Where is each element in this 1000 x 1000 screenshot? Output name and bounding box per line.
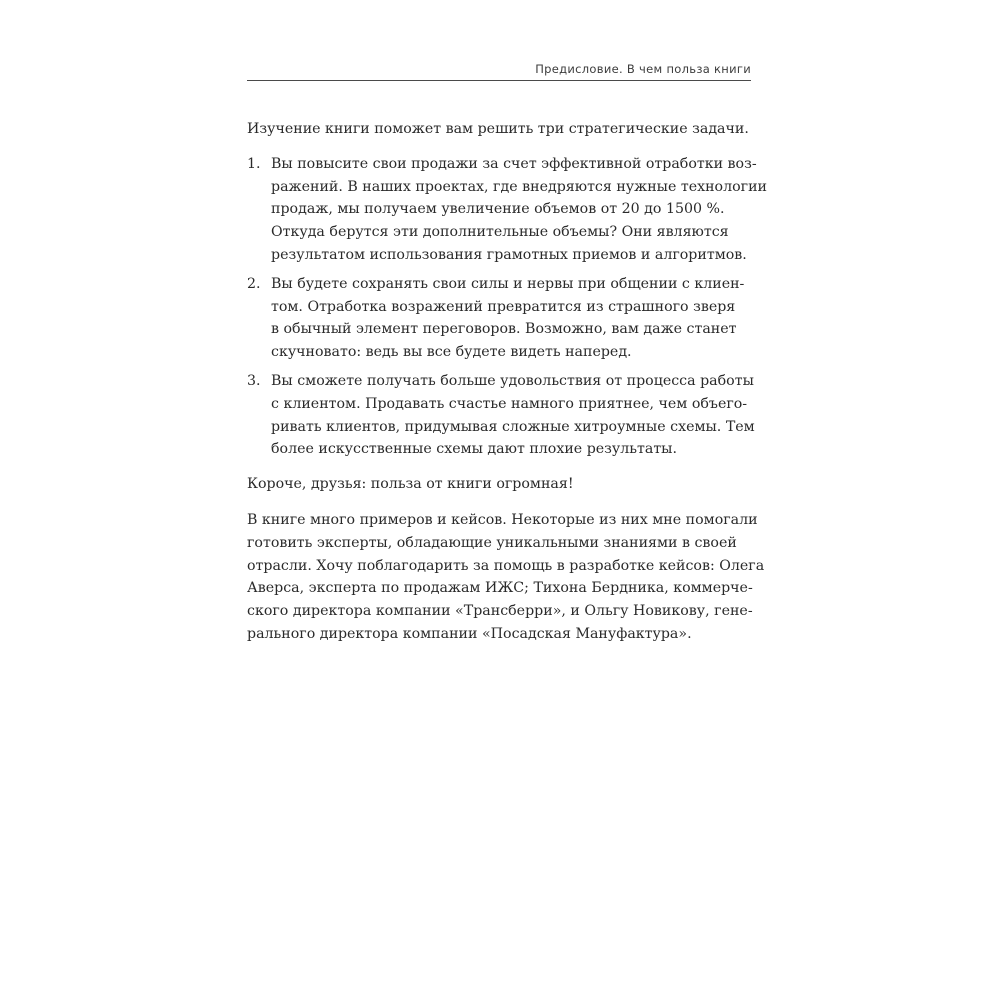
list-item-line: Вы сможете получать больше удовольствия от процесса работы: [271, 372, 754, 389]
list-item: [247, 370, 757, 461]
list-item-line: Вы повысите свои продажи за счет эффективной отработки воз-: [271, 155, 757, 172]
list-item-line: продаж, мы получаем увеличение объемов от 20 до 1500 %.: [271, 201, 725, 218]
intro-paragraph: Изучение книги поможет вам решить три стратегические задачи.: [247, 121, 749, 137]
list-item-number: 1.: [247, 155, 261, 172]
list-item-line: ривать клиентов, придумывая сложные хитроумные схемы. Тем: [271, 418, 755, 435]
list-item-line: в обычный элемент переговоров. Возможно, вам даже станет: [271, 321, 737, 338]
list-item: [247, 153, 767, 267]
running-header: [247, 60, 751, 81]
list-item-line: результатом использования грамотных приемов и алгоритмов.: [271, 246, 747, 263]
list-item-line: Откуда берутся эти дополнительные объемы? Они являются: [271, 224, 729, 241]
list-item-line: ражений. В наших проектах, где внедряются нужные технологии: [271, 178, 767, 195]
paragraph-line: Аверса, эксперта по продажам ИЖС; Тихона Бердника, коммерче-: [247, 580, 753, 597]
list-item: [247, 273, 757, 364]
list-item-line: скучновато: ведь вы все будете видеть наперед.: [271, 344, 632, 361]
paragraph-line: рального директора компании «Посадская Мануфактура».: [247, 625, 692, 642]
closing-paragraph: Короче, друзья: польза от книги огромная!: [247, 476, 574, 493]
tasks-list: [247, 153, 767, 461]
list-item-line: с клиентом. Продавать счастье намного приятнее, чем объего-: [271, 395, 748, 412]
paragraph-line: ского директора компании «Трансберри», и Ольгу Новикову, гене-: [247, 603, 753, 620]
list-item-number: 2.: [247, 275, 261, 292]
acknowledgement-paragraph: [247, 509, 765, 646]
paragraph-line: отрасли. Хочу поблагодарить за помощь в разработке кейсов: Олега: [247, 557, 765, 574]
list-item-number: 3.: [247, 372, 261, 389]
list-item-line: более искусственные схемы дают плохие результаты.: [271, 441, 677, 458]
page-body: [247, 118, 767, 646]
list-item-line: Вы будете сохранять свои силы и нервы при общении с клиен-: [271, 275, 745, 292]
running-header-title: Предисловие. В чем польза книги: [535, 62, 751, 76]
list-item-line: том. Отработка возражений превратится из страшного зверя: [271, 298, 736, 315]
paragraph-line: готовить эксперты, обладающие уникальными знаниями в своей: [247, 534, 737, 551]
paragraph-line: В книге много примеров и кейсов. Некоторые из них мне помогали: [247, 511, 758, 528]
